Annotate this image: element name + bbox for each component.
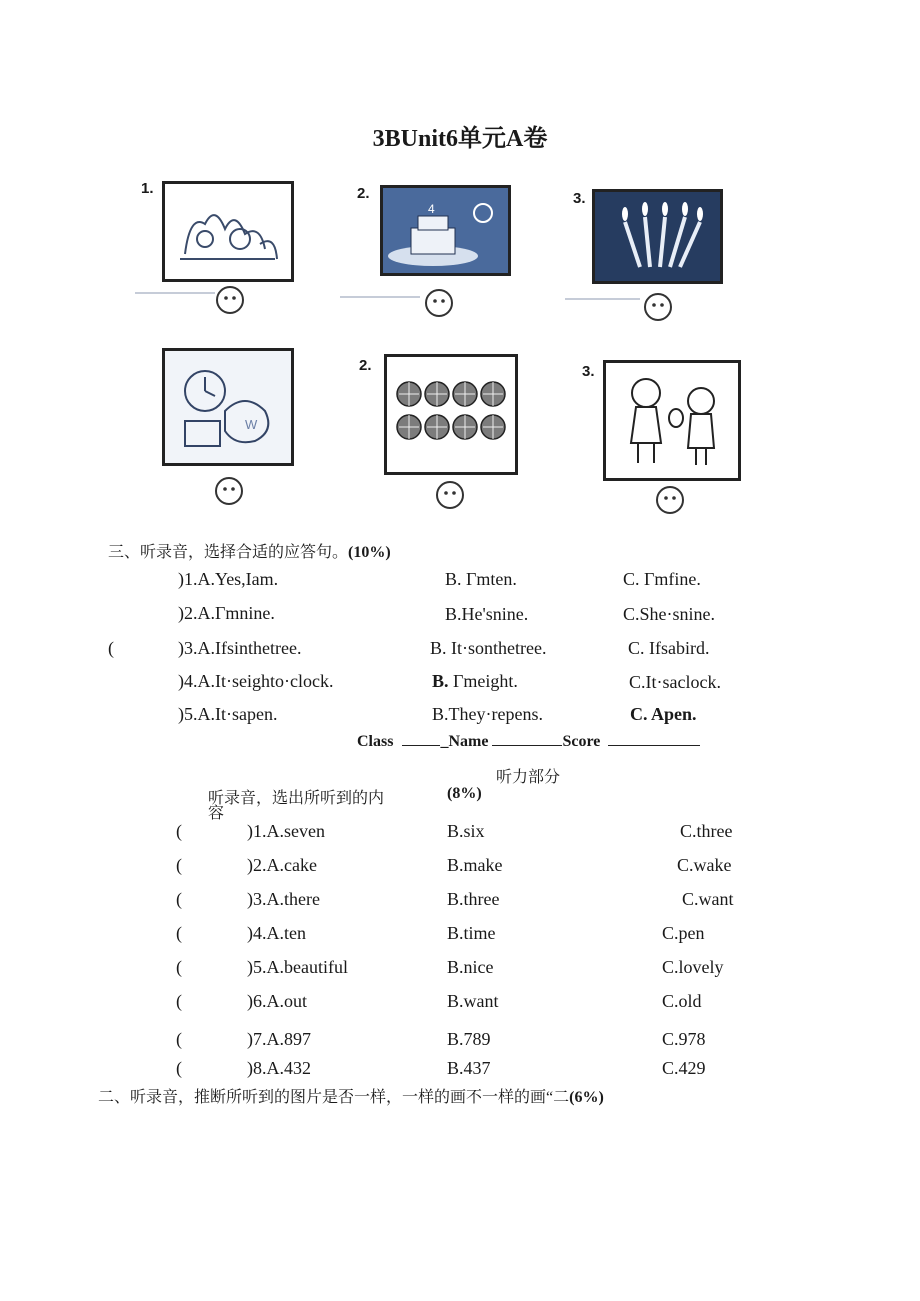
question-option-a: )6.A.out <box>247 991 307 1011</box>
cake-number: 4 <box>428 202 435 216</box>
question-option-a: )4.A.ten <box>247 923 306 943</box>
scan-noise <box>135 292 215 294</box>
section1-points: (8%) <box>447 785 482 802</box>
question-option-b: B.nice <box>447 957 494 977</box>
question-option-a: )4.A.It·seighto·clock. <box>178 671 334 691</box>
option-b-prefix: B. <box>432 671 449 691</box>
section1-heading-cont: 容 <box>208 805 225 822</box>
question-option-c: C.want <box>682 889 734 909</box>
cake-icon <box>383 188 508 273</box>
question-option-c: C.429 <box>662 1058 706 1078</box>
neutral-face-icon <box>215 285 245 315</box>
answer-bracket[interactable]: ( <box>176 957 182 977</box>
score-label: Score <box>562 733 601 750</box>
question-option-c: C. Γmfine. <box>623 569 701 589</box>
clock-toys-picture <box>165 351 291 463</box>
question-option-b: B. Γmten. <box>445 569 517 589</box>
question-option-b: B.They·repens. <box>432 704 543 724</box>
picture-number: 2. <box>359 357 372 374</box>
question-option-b: B.789 <box>447 1029 491 1049</box>
drawing-picture <box>165 184 291 279</box>
question-option-a: )5.A.beautiful <box>247 957 348 977</box>
picture-frame <box>384 354 518 475</box>
neutral-face-icon <box>435 480 465 510</box>
question-option-c: C.old <box>662 991 702 1011</box>
question-option-c: C. Apen. <box>630 704 697 724</box>
question-option-b: B.He'snine. <box>445 604 529 624</box>
question-option-c: C.She·snine. <box>623 604 715 624</box>
section2-points: (6%) <box>569 1089 604 1106</box>
question-option-a: )1.A.seven <box>247 821 325 841</box>
question-option-b: B.time <box>447 923 496 943</box>
answer-bracket[interactable]: ( <box>176 991 182 1011</box>
picture-number: 3. <box>582 363 595 380</box>
answer-bracket[interactable]: ( <box>176 855 182 875</box>
question-option-b <box>432 671 518 692</box>
picture-number: 1. <box>141 180 154 197</box>
question-option-a: )3.A.there <box>247 889 320 909</box>
scan-noise <box>565 298 640 300</box>
question-option-c: C.three <box>680 821 733 841</box>
balls-icon <box>387 357 515 472</box>
question-option-b: B.make <box>447 855 503 875</box>
neutral-face-icon <box>655 485 685 515</box>
picture-number: 3. <box>573 190 586 207</box>
section2-title: 二、听录音，推断所听到的图片是否一样，一样的画不一样的画“二 <box>98 1089 570 1106</box>
class-name-score <box>357 733 700 751</box>
question-option-b: B. It·sonthetree. <box>430 638 547 658</box>
question-option-a: )3.A.Ifsinthetree. <box>178 638 302 658</box>
scan-noise <box>340 296 420 298</box>
question-option-a: )8.A.432 <box>247 1058 311 1078</box>
question-option-a: )2.A.cake <box>247 855 317 875</box>
picture-frame <box>162 348 294 466</box>
question-option-c: C.978 <box>662 1029 706 1049</box>
question-option-c: C.pen <box>662 923 705 943</box>
question-option-a: )2.A.Γmnine. <box>178 603 275 623</box>
answer-bracket[interactable]: ( <box>176 889 182 909</box>
name-label: _Name <box>440 733 489 750</box>
class-blank[interactable] <box>402 745 440 746</box>
candles-icon <box>595 192 720 281</box>
children-icon <box>606 363 738 478</box>
class-label: Class <box>357 733 394 750</box>
name-blank[interactable] <box>492 745 562 746</box>
picture-frame <box>162 181 294 282</box>
section3-points: (10%) <box>348 544 391 561</box>
question-option-b: B.three <box>447 889 500 909</box>
answer-bracket[interactable]: ( <box>176 1058 182 1078</box>
section3-title: 三、听录音，选择合适的应答句。 <box>108 544 349 561</box>
question-option-c: C.lovely <box>662 957 724 977</box>
picture-frame <box>592 189 723 284</box>
question-option-a: )5.A.It·sapen. <box>178 704 278 724</box>
neutral-face-icon <box>643 292 673 322</box>
question-option-a: )7.A.897 <box>247 1029 311 1049</box>
option-b-text: Γmeight. <box>448 671 518 691</box>
question-option-c: C. Ifsabird. <box>628 638 710 658</box>
score-blank[interactable] <box>608 745 700 746</box>
picture-frame <box>380 185 511 276</box>
question-option-c: C.wake <box>677 855 732 875</box>
picture-frame <box>603 360 741 481</box>
question-option-b: B.437 <box>447 1058 491 1078</box>
section3-heading <box>108 539 391 562</box>
question-option-a: )1.A.Yes,Iam. <box>178 569 279 589</box>
question-option-b: B.six <box>447 821 485 841</box>
question-option-b: B.want <box>447 991 499 1011</box>
section2-heading <box>98 1084 604 1107</box>
neutral-face-icon <box>214 476 244 506</box>
question-option-c: C.It·saclock. <box>629 672 721 692</box>
picture-number: 2. <box>357 185 370 202</box>
answer-bracket[interactable]: ( <box>176 1029 182 1049</box>
section1-heading: 听录音，选出所听到的内 <box>208 790 385 807</box>
answer-bracket[interactable]: ( <box>108 638 114 658</box>
page-title: 3BUnit6单元A卷 <box>372 126 548 152</box>
listening-part-title: 听力部分 <box>496 769 561 786</box>
answer-bracket[interactable]: ( <box>176 821 182 841</box>
faded-text: W <box>245 417 258 432</box>
answer-bracket[interactable]: ( <box>176 923 182 943</box>
neutral-face-icon <box>424 288 454 318</box>
